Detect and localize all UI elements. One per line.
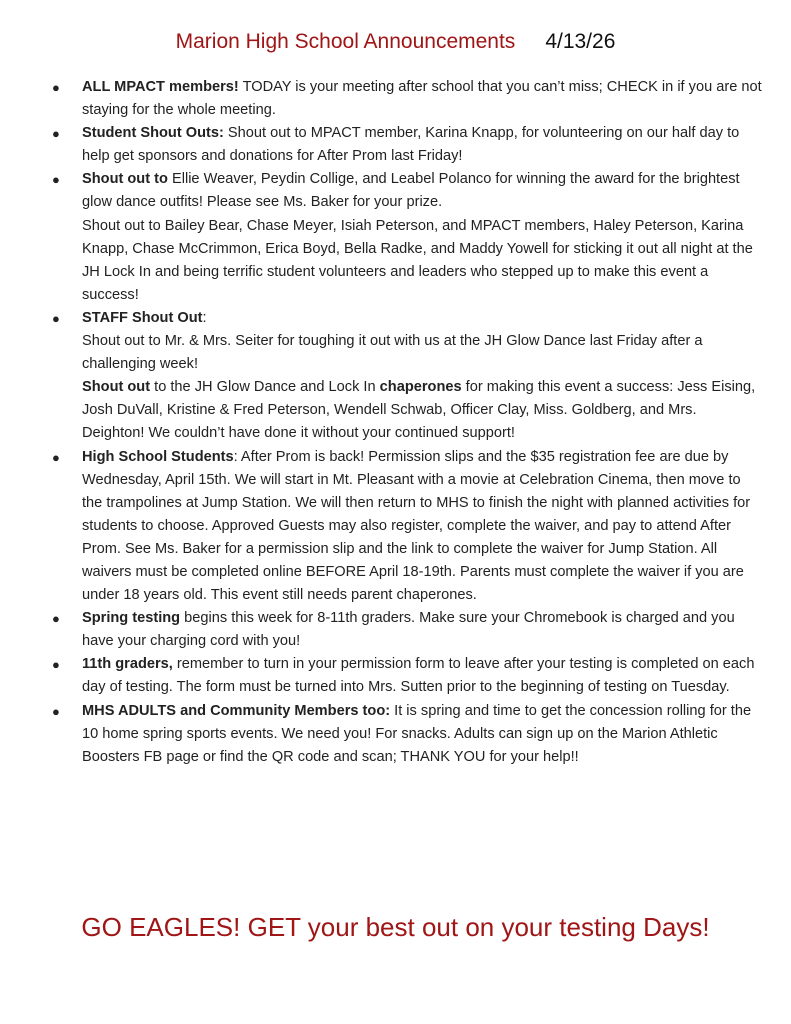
date: 4/13/26 <box>545 30 616 53</box>
announcement-paragraph <box>82 122 762 168</box>
announcement-paragraph <box>82 653 762 699</box>
announcement-paragraph <box>82 607 762 653</box>
bullet-icon: ● <box>52 611 60 627</box>
announcement-paragraph <box>82 307 762 330</box>
announcement-item <box>52 76 762 122</box>
body-text: : After Prom is back! Permission slips and the $35 registration fee are due by Wednesday, April 15th. We will start in Mt. Pleasant with a movie at Celebration Cinema, then move to the trampolines at Jump Station. We will then return to MHS to finish the night with planned activities for students to choose. Approved Guests may also register, complete the waiver, and pay to attend After Prom. See Ms. Baker for a permission slip and the link to complete the waiver for Jump Station. All waivers must be completed online BEFORE April 18-19th. Parents must complete the waiver if you are under 18 years old. This event still needs parent chaperones. <box>82 448 751 604</box>
body-text: TODAY is your meeting after school that you can’t miss; CHECK in if you are not staying for the whole meeting. <box>82 79 762 119</box>
bullet-icon: ● <box>52 172 60 188</box>
bold-lead: MHS ADULTS and Community Members too: <box>82 702 391 719</box>
bullet-icon: ● <box>52 126 60 142</box>
announcement-item <box>52 122 762 168</box>
bold-lead: High School Students <box>82 448 234 465</box>
body-text: begins this week for 8-11th graders. Make sure your Chromebook is charged and you have your charging cord with you! <box>82 610 735 650</box>
bold-lead: Shout out to <box>82 171 168 188</box>
announcement-item <box>52 307 762 446</box>
bold-lead: 11th graders, <box>82 656 173 673</box>
announcement-item <box>52 446 762 608</box>
announcement-paragraph <box>82 446 762 608</box>
title-text: Marion High School Announcements <box>175 30 516 53</box>
bullet-icon: ● <box>52 703 60 719</box>
body-text: for making this event a success: Jess Eising, Josh DuVall, Kristine & Fred Peterson, Wendell Schwab, Officer Clay, Miss. Goldberg, and Mrs. Deighton! We couldn’t have done it without your continued support! <box>82 379 756 442</box>
announcement-item <box>52 653 762 699</box>
body-text: remember to turn in your permission form to leave after your testing is completed on each day of testing. The form must be turned into Mrs. Sutten prior to the beginning of testing on Tuesday. <box>82 656 755 696</box>
announcement-paragraph <box>82 76 762 122</box>
body-text: Ellie Weaver, Peydin Collige, and Leabel Polanco for winning the award for the brightest glow dance outfits! Please see Ms. Baker for your prize. <box>82 171 740 211</box>
announcement-item <box>52 168 762 307</box>
bold-lead: chaperones <box>379 379 462 396</box>
bullet-icon: ● <box>52 310 60 326</box>
announcement-paragraph <box>82 330 762 376</box>
bullet-icon: ● <box>52 80 60 95</box>
body-text: Shout out to Mr. & Mrs. Seiter for toughing it out with us at the JH Glow Dance last Friday after a challenging week! <box>82 333 703 373</box>
bullet-icon: ● <box>52 657 60 673</box>
body-text: It is spring and time to get the concession rolling for the 10 home spring sports events. We need you! For snacks. Adults can sign up on the Marion Athletic Boosters FB page or find the QR code and scan; THANK YOU for your help!! <box>82 702 752 765</box>
bold-lead: Spring testing <box>82 610 181 627</box>
bold-lead: STAFF Shout Out <box>82 309 203 326</box>
announcement-paragraph <box>82 376 762 445</box>
announcement-paragraph <box>82 700 762 769</box>
announcement-list <box>52 76 762 769</box>
announcement-paragraph <box>82 215 762 307</box>
page-title <box>0 30 791 54</box>
bold-lead: Shout out <box>82 379 151 396</box>
announcement-item <box>52 607 762 653</box>
body-text: : <box>202 309 207 326</box>
announcement-item <box>52 700 762 769</box>
bullet-icon: ● <box>52 449 60 465</box>
body-text: to the JH Glow Dance and Lock In <box>150 379 380 396</box>
body-text: Shout out to Bailey Bear, Chase Meyer, Isiah Peterson, and MPACT members, Haley Peterson, Karina Knapp, Chase McCrimmon, Erica Boyd, Bella Radke, and Maddy Yowell for sticking it out all night at the JH Lock In and being terrific student volunteers and leaders who stepped up to make this event a success! <box>82 217 753 303</box>
announcement-paragraph <box>82 168 762 214</box>
bold-lead: Student Shout Outs: <box>82 125 224 142</box>
body-text: Shout out to MPACT member, Karina Knapp, for volunteering on our half day to help get sponsors and donations for After Prom last Friday! <box>82 125 740 165</box>
bold-lead: ALL MPACT members! <box>82 79 239 95</box>
footer-slogan: GO EAGLES! GET your best out on your testing Days! <box>81 912 710 942</box>
